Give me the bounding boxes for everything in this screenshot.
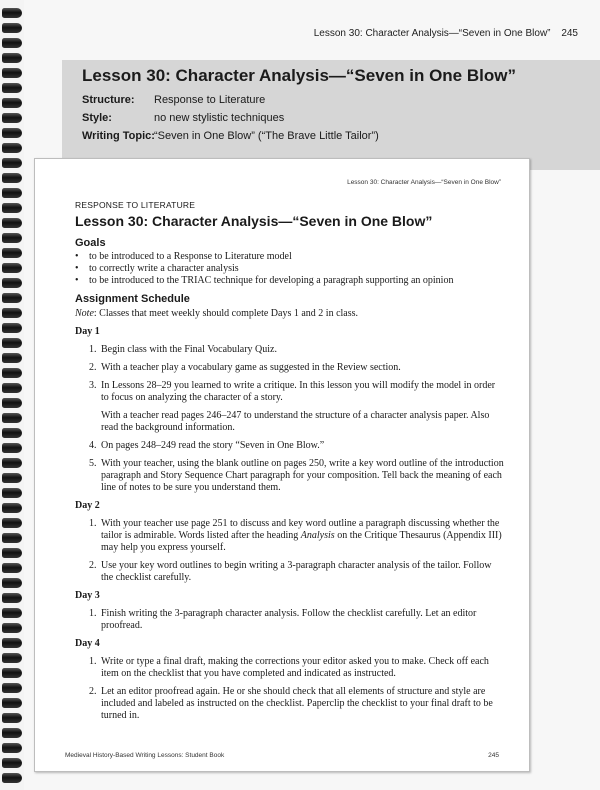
spiral-coil	[2, 773, 22, 783]
inner-content	[75, 199, 505, 728]
spiral-coil	[2, 353, 22, 363]
goal-item: • to be introduced to a Response to Literature model	[75, 251, 505, 263]
structure-value: Response to Literature	[154, 94, 266, 106]
spiral-coil	[2, 518, 22, 528]
spiral-coil	[2, 98, 22, 108]
spiral-coil	[2, 503, 22, 513]
step-text: Let an editor proofread again. He or she should check that all elements of structure and style are included and labeled as instructed on the checklist. Paperclip the checklist to your final draft to be turned in.	[101, 686, 493, 721]
topic-value: “Seven in One Blow” (“The Brave Little Tailor”)	[154, 130, 379, 142]
spiral-coil	[2, 683, 22, 693]
spiral-coil	[2, 473, 22, 483]
spiral-coil	[2, 128, 22, 138]
step-number: 1.	[89, 656, 97, 667]
step-item	[75, 518, 505, 554]
step-item	[75, 344, 505, 356]
spiral-coil	[2, 23, 22, 33]
analysis-emphasis: Analysis	[300, 530, 335, 541]
step-text: With your teacher, using the blank outline on pages 250, write a key word outline of the introduction paragraph and Story Sequence Chart paragraph for your composition. Tell back the meaning of each line of notes to be sure you understand them.	[101, 458, 504, 493]
inner-footer: Medieval History-Based Writing Lessons: Student Book	[65, 752, 225, 759]
spiral-coil	[2, 398, 22, 408]
structure-label: Structure:	[82, 94, 135, 106]
step-number: 1.	[89, 608, 97, 619]
spiral-coil	[2, 653, 22, 663]
spiral-coil	[2, 638, 22, 648]
spiral-coil	[2, 83, 22, 93]
spiral-coil	[2, 308, 22, 318]
step-text: on the Critique Thesaurus (Appendix III) may help you express yourself.	[101, 530, 502, 553]
spiral-coil	[2, 758, 22, 768]
spiral-coil	[2, 608, 22, 618]
spiral-coil	[2, 428, 22, 438]
step-item	[75, 686, 505, 722]
day-label: Day 4	[75, 638, 100, 649]
spiral-coil	[2, 278, 22, 288]
day-label: Day 1	[75, 326, 100, 337]
note-label: Note	[75, 308, 94, 319]
spiral-coil	[2, 698, 22, 708]
note-text: : Classes that meet weekly should complete Days 1 and 2 in class.	[93, 308, 359, 319]
spiral-coil	[2, 713, 22, 723]
running-head-page-number: 245	[561, 28, 578, 39]
spiral-coil	[2, 203, 22, 213]
step-number: 2.	[89, 686, 97, 697]
step-number: 4.	[89, 440, 97, 451]
spiral-coil	[2, 38, 22, 48]
spiral-coil	[2, 413, 22, 423]
spiral-coil	[2, 368, 22, 378]
step-text: Finish writing the 3-paragraph character analysis. Follow the checklist carefully. Let an editor proofread.	[101, 608, 477, 631]
spiral-binding	[0, 0, 26, 790]
spiral-coil	[2, 218, 22, 228]
step-number: 5.	[89, 458, 97, 469]
spiral-coil	[2, 53, 22, 63]
spiral-coil	[2, 113, 22, 123]
spiral-coil	[2, 728, 22, 738]
spiral-coil	[2, 548, 22, 558]
spiral-coil	[2, 263, 22, 273]
step-text: In Lessons 28–29 you learned to write a critique. In this lesson you will modify the model in order to focus on analyzing the character of a story.	[101, 380, 496, 403]
lesson-title: Lesson 30: Character Analysis—“Seven in One Blow”	[82, 66, 516, 85]
spiral-coil	[2, 68, 22, 78]
step-number: 1.	[89, 518, 97, 529]
day-label: Day 3	[75, 590, 100, 601]
step-text: With a teacher play a vocabulary game as suggested in the Review section.	[101, 362, 401, 373]
spiral-coil	[2, 248, 22, 258]
step-item	[75, 560, 505, 584]
step-item	[75, 656, 505, 680]
step-item	[75, 458, 505, 494]
spiral-coil	[2, 233, 22, 243]
step-item	[75, 608, 505, 632]
spiral-coil	[2, 443, 22, 453]
style-label: Style:	[82, 112, 112, 124]
step-number: 2.	[89, 362, 97, 373]
inner-title: Lesson 30: Character Analysis—“Seven in One Blow”	[75, 213, 433, 229]
step-item	[75, 362, 505, 374]
step-text: Begin class with the Final Vocabulary Quiz.	[101, 344, 277, 355]
spiral-coil	[2, 8, 22, 18]
inner-footer-page: 245	[488, 752, 499, 759]
spiral-coil	[2, 383, 22, 393]
step-number: 2.	[89, 560, 97, 571]
spiral-coil	[2, 188, 22, 198]
topic-label: Writing Topic:	[82, 130, 155, 142]
step-text: Write or type a final draft, making the corrections your editor asked you to make. Check off each item on the checklist that you have completed and indicated as instructed.	[101, 656, 489, 679]
spiral-coil	[2, 173, 22, 183]
inner-running-head: Lesson 30: Character Analysis—“Seven in One Blow”	[347, 179, 501, 186]
spiral-coil	[2, 143, 22, 153]
schedule-note	[75, 308, 505, 320]
spiral-coil	[2, 293, 22, 303]
spiral-coil	[2, 743, 22, 753]
style-value: no new stylistic techniques	[154, 112, 285, 124]
spiral-coil	[2, 668, 22, 678]
spiral-coil	[2, 338, 22, 348]
goal-item: • to correctly write a character analysis	[75, 263, 505, 275]
spiral-coil	[2, 158, 22, 168]
goals-heading: Goals	[75, 237, 106, 249]
step-number: 3.	[89, 380, 97, 391]
step-item	[75, 380, 505, 434]
step-subtext: With a teacher read pages 246–247 to understand the structure of a character analysis paper. Also read the background information.	[101, 410, 490, 433]
goal-item: • to be introduced to the TRIAC technique for developing a paragraph supporting an opinion	[75, 275, 505, 287]
section-label: RESPONSE TO LITERATURE	[75, 200, 196, 210]
step-number: 1.	[89, 344, 97, 355]
spiral-coil	[2, 623, 22, 633]
spiral-coil	[2, 533, 22, 543]
book-page	[24, 0, 600, 790]
spiral-coil	[2, 593, 22, 603]
running-head	[314, 28, 578, 39]
spiral-coil	[2, 578, 22, 588]
spiral-coil	[2, 488, 22, 498]
day-label: Day 2	[75, 500, 100, 511]
step-text: On pages 248–249 read the story “Seven in One Blow.”	[101, 440, 325, 451]
step-text: Use your key word outlines to begin writing a 3-paragraph character analysis of the tailor. Follow the checklist carefully.	[101, 560, 492, 583]
spiral-coil	[2, 458, 22, 468]
inner-page-image	[34, 158, 530, 772]
step-item	[75, 440, 505, 452]
lesson-header-box	[62, 60, 600, 170]
running-head-title: Lesson 30: Character Analysis—“Seven in One Blow”	[313, 28, 551, 39]
spiral-coil	[2, 323, 22, 333]
schedule-heading: Assignment Schedule	[75, 293, 190, 305]
step-text: With your teacher use page 251 to discuss and key word outline a paragraph discussing whether the tailor is admirable. Words listed after the heading	[101, 518, 500, 541]
spiral-coil	[2, 563, 22, 573]
